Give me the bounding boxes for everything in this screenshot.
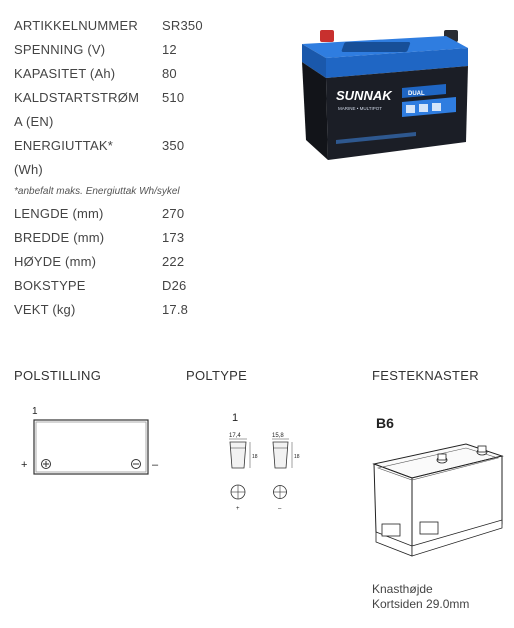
terminal-type-diagram xyxy=(220,428,310,514)
boat-icon xyxy=(406,105,415,113)
spec-value: 510 xyxy=(162,90,185,105)
brand-subtitle: MARINE • MULTIPOT xyxy=(338,106,382,111)
polstilling-number: 1 xyxy=(32,406,38,417)
hold-down-ledge-icon xyxy=(382,524,400,536)
plus-sign: + xyxy=(21,459,28,471)
hold-down-footnote xyxy=(372,582,469,612)
spec-row xyxy=(14,226,274,250)
spec-value: 222 xyxy=(162,254,185,269)
terminal-minus-label: – xyxy=(278,506,282,512)
terminal-height-right: 18 xyxy=(294,454,300,460)
spec-row xyxy=(14,158,274,182)
spec-label: SPENNING (V) xyxy=(14,42,106,57)
spec-label: A (EN) xyxy=(14,114,54,129)
spec-row xyxy=(14,134,274,158)
spec-row xyxy=(14,274,274,298)
terminal-plus-label: + xyxy=(236,506,240,512)
polstilling-heading: POLSTILLING xyxy=(14,368,102,383)
spec-row xyxy=(14,38,274,62)
caravan-icon xyxy=(419,104,428,112)
model-badge: DUAL xyxy=(408,91,425,97)
terminal-width-right: 15,8 xyxy=(272,433,284,439)
spec-label: BOKSTYPE xyxy=(14,278,86,293)
spec-label: KAPASITET (Ah) xyxy=(14,66,116,81)
positive-terminal-icon xyxy=(320,30,334,42)
spec-label: HØYDE (mm) xyxy=(14,254,97,269)
spec-label: ENERGIUTTAK* xyxy=(14,138,113,153)
spec-value: 80 xyxy=(162,66,177,81)
spec-value: D26 xyxy=(162,278,187,293)
spec-label: KALDSTARTSTRØM xyxy=(14,90,140,105)
spec-value: 350 xyxy=(162,138,185,153)
spec-label: ARTIKKELNUMMER xyxy=(14,18,138,33)
spec-value: 12 xyxy=(162,42,177,57)
spec-row xyxy=(14,110,274,134)
brand-logo: SUNNAK xyxy=(336,88,392,103)
spec-label: LENGDE (mm) xyxy=(14,206,104,221)
spec-row xyxy=(14,202,274,226)
spec-value: 173 xyxy=(162,230,185,245)
hold-down-diagram xyxy=(368,406,508,566)
terminal-height-left: 18 xyxy=(252,454,258,460)
spec-label: VEKT (kg) xyxy=(14,302,76,317)
hold-down-height-value: Kortsiden 29.0mm xyxy=(372,597,470,611)
minus-sign: – xyxy=(152,459,159,471)
hold-down-code: B6 xyxy=(376,415,394,431)
spec-value: 17.8 xyxy=(162,302,189,317)
engine-icon xyxy=(432,103,441,111)
polarity-diagram xyxy=(18,414,168,478)
spec-row xyxy=(14,250,274,274)
spec-table xyxy=(14,14,274,322)
battery-product-image xyxy=(296,22,474,172)
spec-value: SR350 xyxy=(162,18,203,33)
energy-footnote: *anbefalt maks. Energiuttak Wh/sykel xyxy=(14,186,180,197)
spec-label: BREDDE (mm) xyxy=(14,230,105,245)
hold-down-height-label: Knasthøjde xyxy=(372,582,433,596)
hold-down-ledge-icon xyxy=(420,522,438,534)
terminal-width-left: 17,4 xyxy=(229,433,241,439)
poltype-number: 1 xyxy=(232,412,239,424)
spec-value: 270 xyxy=(162,206,185,221)
festeknaster-heading: FESTEKNASTER xyxy=(372,368,479,383)
spec-row xyxy=(14,86,274,110)
spec-row xyxy=(14,62,274,86)
spec-row xyxy=(14,298,274,322)
spec-row xyxy=(14,14,274,38)
spec-label: (Wh) xyxy=(14,162,43,177)
poltype-heading: POLTYPE xyxy=(186,368,248,383)
